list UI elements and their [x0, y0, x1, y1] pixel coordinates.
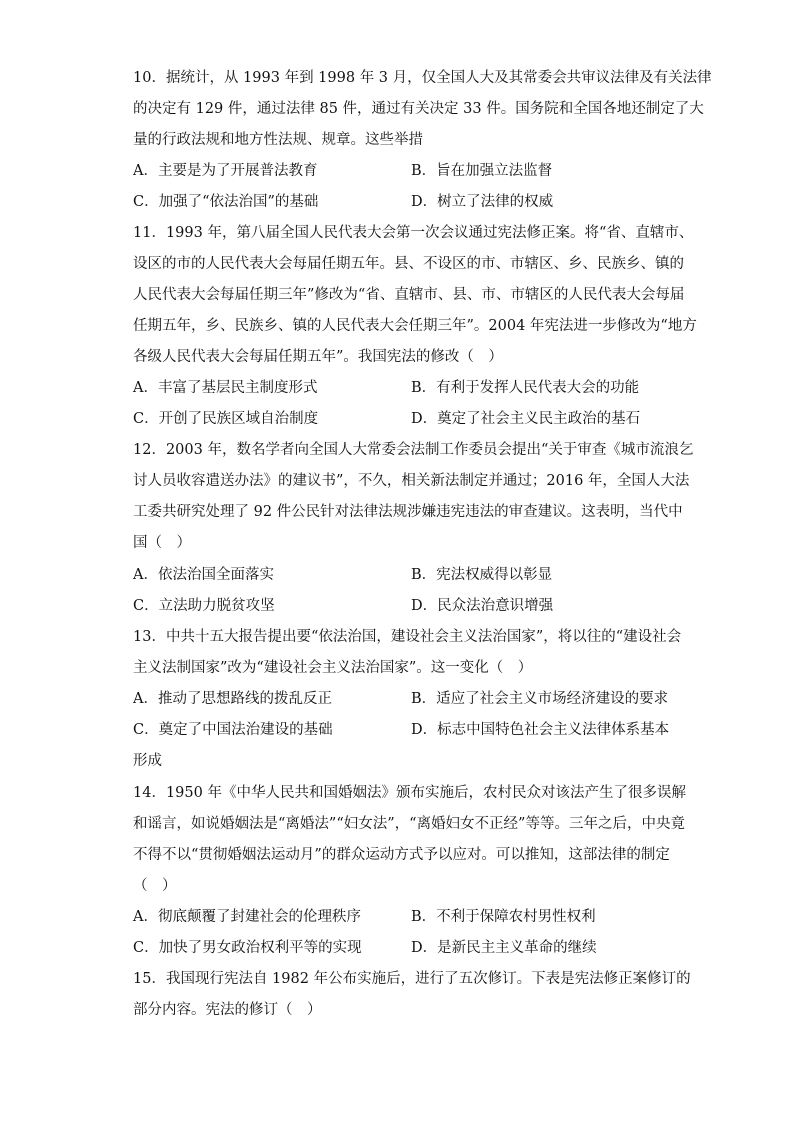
q14-option-a: A．彻底颠覆了封建社会的伦理秩序 — [133, 909, 361, 925]
q15-stem-line-1: 15．我国现行宪法自 1982 年公布实施后，进行了五次修订。下表是宪法修正案修订的 — [133, 971, 691, 987]
q12-stem-line-4: 国（ ） — [133, 535, 191, 551]
q11-stem-line-4: 任期五年，乡、民族乡、镇的人民代表大会任期三年”。2004 年宪法进一步修改为“地方 — [133, 318, 697, 334]
q11-stem-line-5: 各级人民代表大会每届任期五年”。我国宪法的修改（ ） — [133, 349, 503, 365]
q14-stem-line-1: 14．1950 年《中华人民共和国婚姻法》颁布实施后，农村民众对该法产生了很多误解 — [133, 785, 686, 801]
q10-option-c: C．加强了“依法治国”的基础 — [133, 194, 319, 210]
q10-stem-line-2: 的决定有 129 件，通过法律 85 件，通过有关决定 33 件。国务院和全国各地还制定了大 — [133, 101, 704, 117]
q12-option-b: B．宪法权威得以彰显 — [411, 567, 553, 583]
q11-option-a: A．丰富了基层民主制度形式 — [133, 380, 318, 396]
q10-option-a: A．主要是为了开展普法教育 — [133, 163, 318, 179]
q11-stem-line-1: 11．1993 年，第八届全国人民代表大会第一次会议通过宪法修正案。将“省、直辖市、 — [133, 225, 694, 241]
q13-option-d: D．标志中国特色社会主义法律体系基本 — [411, 722, 670, 738]
q11-option-c: C．开创了民族区域自治制度 — [133, 411, 319, 427]
q13-option-a: A．推动了思想路线的拨乱反正 — [133, 691, 332, 707]
q10-option-d: D．树立了法律的权威 — [411, 194, 554, 210]
q10-stem-line-3: 量的行政法规和地方性法规、规章。这些举措 — [133, 132, 423, 148]
q13-stem-line-1: 13．中共十五大报告提出要“依法治国，建设社会主义法治国家”，将以往的“建设社会 — [133, 629, 682, 645]
q11-option-d: D．奠定了社会主义民主政治的基石 — [411, 411, 641, 427]
q11-stem-line-3: 人民代表大会每届任期三年”修改为“省、直辖市、县、市、市辖区的人民代表大会每届 — [133, 287, 685, 303]
q14-option-d: D．是新民主主义革命的继续 — [411, 940, 597, 956]
q11-option-b: B．有利于发挥人民代表大会的功能 — [411, 380, 640, 396]
q13-stem-line-2: 主义法制国家”改为“建设社会主义法治国家”。这一变化（ ） — [133, 660, 533, 676]
q12-stem-line-2: 讨人员收容遣送办法》的建议书”，不久，相关新法制定并通过；2016 年，全国人大法 — [133, 473, 690, 489]
q12-option-d: D．民众法治意识增强 — [411, 598, 554, 614]
q11-stem-line-2: 设区的市的人民代表大会每届任期五年。县、不设区的市、市辖区、乡、民族乡、镇的 — [133, 256, 684, 272]
q12-stem-line-1: 12．2003 年，数名学者向全国人大常委会法制工作委员会提出“关于审查《城市流浪乞 — [133, 442, 694, 458]
q14-option-b: B．不利于保障农村男性权利 — [411, 909, 596, 925]
q14-stem-line-3: 不得不以“贯彻婚姻法运动月”的群众运动方式予以应对。可以推知，这部法律的制定 — [133, 847, 670, 863]
q14-stem-line-2: 和谣言，如说婚姻法是“离婚法”“妇女法”，“离婚妇女不正经”等等。三年之后，中央竟 — [133, 816, 685, 832]
q14-option-c: C．加快了男女政治权利平等的实现 — [133, 940, 362, 956]
q12-stem-line-3: 工委共研究处理了 92 件公民针对法律法规涉嫌违宪违法的审查建议。这表明，当代中 — [133, 504, 683, 520]
q10-stem-line-1: 10．据统计，从 1993 年到 1998 年 3 月，仅全国人大及其常委会共审议法律及有关法律 — [133, 70, 712, 86]
q10-option-b: B．旨在加强立法监督 — [411, 163, 553, 179]
q15-stem-line-2: 部分内容。宪法的修订（ ） — [133, 1002, 322, 1018]
q13-option-b: B．适应了社会主义市场经济建设的要求 — [411, 691, 669, 707]
q12-option-c: C．立法助力脱贫攻坚 — [133, 598, 275, 614]
q14-stem-line-4: （ ） — [133, 878, 177, 894]
q12-option-a: A．依法治国全面落实 — [133, 567, 274, 583]
q13-option-c: C．奠定了中国法治建设的基础 — [133, 722, 333, 738]
q13-option-d-wrap: 形成 — [133, 753, 162, 769]
